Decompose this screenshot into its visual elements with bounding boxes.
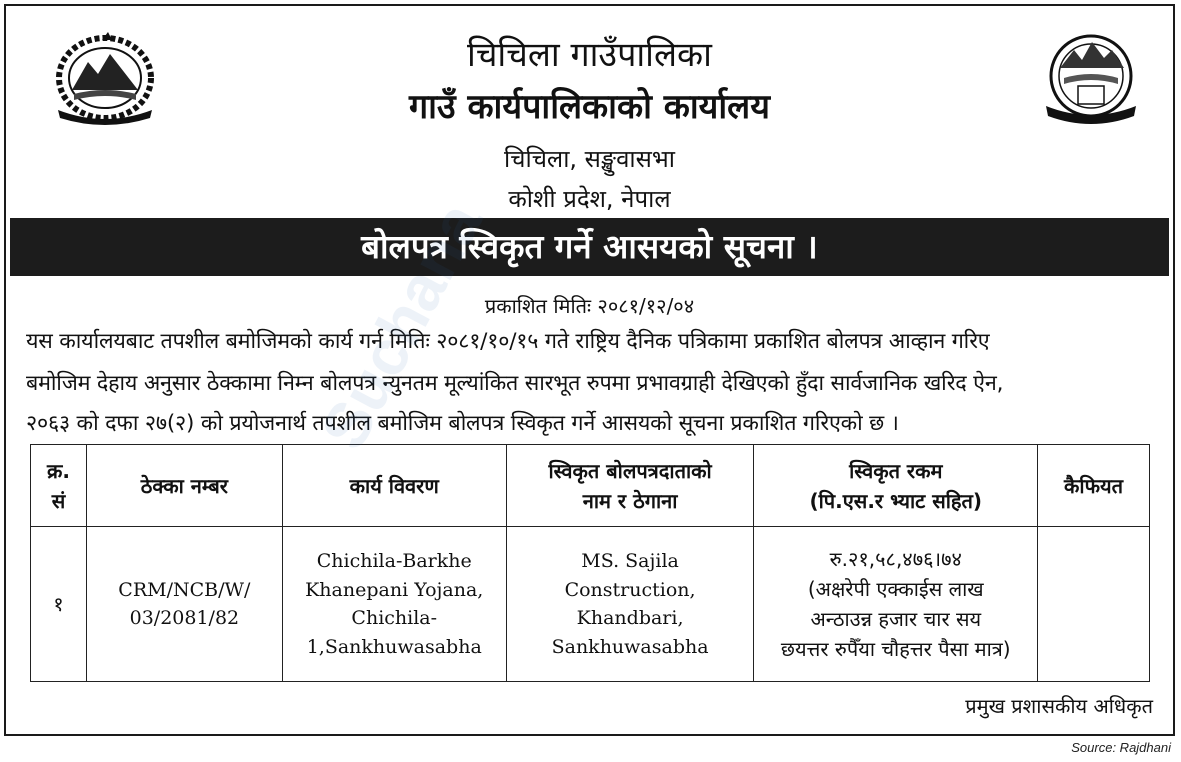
body-paragraph-line: २०६३ को दफा २७(२) को प्रयोजनार्थ तपशील बमोजिम बोलपत्र स्विकृत गर्ने आसयको सूचना प्रकाशित गरिएको छ । bbox=[26, 411, 899, 436]
column-header-contract-number: ठेक्का नम्बर bbox=[86, 445, 282, 527]
column-header-amount: स्विकृत रकम (पि.एस.र भ्याट सहित) bbox=[754, 445, 1038, 527]
table-header-row bbox=[31, 445, 1150, 527]
cell-contract-number: CRM/NCB/W/ 03/2081/82 bbox=[86, 527, 282, 682]
watermark: Suchana bbox=[306, 190, 496, 461]
column-header-serial: क्र. सं bbox=[31, 445, 87, 527]
cell-work-description: Chichila-Barkhe Khanepani Yojana, Chichila- 1,Sankhuwasabha bbox=[282, 527, 506, 682]
notice-title: बोलपत्र स्विकृत गर्ने आसयको सूचना । bbox=[10, 218, 1169, 276]
office-name: गाउँ कार्यपालिकाको कार्यालय bbox=[409, 87, 770, 127]
cell-bidder: MS. Sajila Construction, Khandbari, Sankhuwasabha bbox=[506, 527, 754, 682]
address-line-1: चिचिला, सङ्खुवासभा bbox=[504, 145, 675, 173]
notice-frame bbox=[4, 4, 1175, 736]
award-table bbox=[30, 444, 1150, 682]
column-header-bidder: स्विकृत बोलपत्रदाताको नाम र ठेगाना bbox=[506, 445, 754, 527]
body-paragraph-line: यस कार्यालयबाट तपशील बमोजिमको कार्य गर्न मितिः २०८१/१०/१५ गते राष्ट्रिय दैनिक पत्रिकामा प्रकाशित बोलपत्र आव्हान गरिए bbox=[26, 329, 990, 354]
cell-amount: रु.२१,५८,४७६।७४ (अक्षरेपी एक्काईस लाख अन्ठाउन्न हजार चार सय छयत्तर रुपैँया चौहत्तर पैसा मात्र) bbox=[754, 527, 1038, 682]
address-line-2: कोशी प्रदेश, नेपाल bbox=[508, 185, 671, 213]
cell-remarks bbox=[1038, 527, 1150, 682]
table-row bbox=[31, 527, 1150, 682]
cell-serial: १ bbox=[31, 527, 87, 682]
source-credit: Source: Rajdhani bbox=[1071, 740, 1171, 755]
body-paragraph-line: बमोजिम देहाय अनुसार ठेक्कामा निम्न बोलपत्र न्युनतम मूल्यांकित सारभूत रुपमा प्रभावग्राही देखिएको हुँदा सार्वजानिक खरिद ऐन, bbox=[26, 371, 1004, 396]
signatory-title: प्रमुख प्रशासकीय अधिकृत bbox=[965, 694, 1153, 718]
column-header-remarks: कैफियत bbox=[1038, 445, 1150, 527]
published-date: प्रकाशित मितिः २०८१/१२/०४ bbox=[484, 294, 695, 318]
column-header-work-description: कार्य विवरण bbox=[282, 445, 506, 527]
municipality-name: चिचिला गाउँपालिका bbox=[467, 35, 712, 75]
